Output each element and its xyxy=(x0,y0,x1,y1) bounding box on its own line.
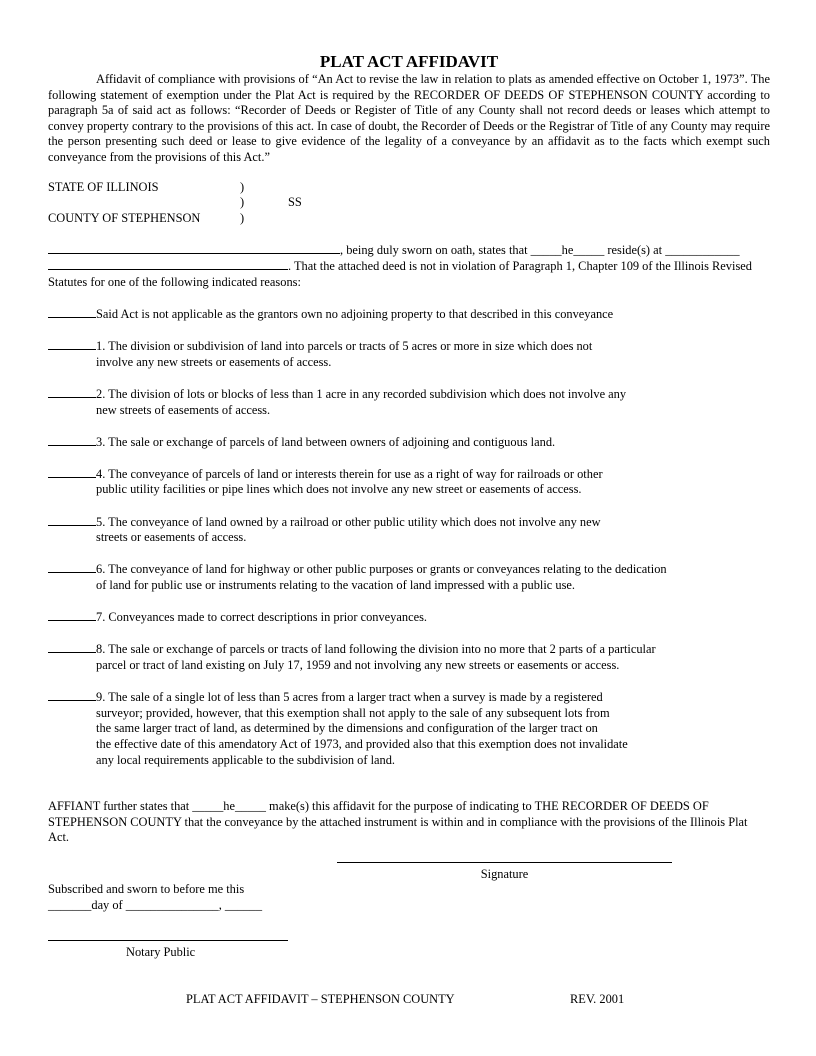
reason-first-line xyxy=(48,609,770,626)
reason-item xyxy=(48,306,770,323)
reason-text: 3. The sale or exchange of parcels of land between owners of adjoining and contiguous land. xyxy=(96,434,556,449)
intro-paragraph: Affidavit of compliance with provisions of “An Act to revise the law in relation to plats as amended effective on October 1, 1973”. The following statement of exemption under the Plat Act is required by the RECORDER OF DEEDS OF STEPHENSON COUNTY according to paragraph 5a of said act as follows: “Recorder of Deeds or Register of Title of any County shall not record deeds or leases which attempt to convey property contrary to the provisions of this act. In case of doubt, the Recorder of Deeds or the Registrar of Title of any County may require the person presenting such deed or lease to give evidence of the legality of a conveyance by an affidavit as to the facts which exempt such conveyance from the provisions of this Act.” xyxy=(48,72,770,164)
notary-label: Notary Public xyxy=(126,945,196,959)
reason-checkbox-blank[interactable] xyxy=(48,514,96,526)
subscribed-text: Subscribed and sworn to before me this xyxy=(48,882,245,896)
notary-line[interactable] xyxy=(48,940,288,941)
reason-text: 8. The sale or exchange of parcels or tracts of land following the division into no more that 2 parts of a particular xyxy=(96,642,656,657)
reason-checkbox-blank[interactable] xyxy=(48,434,96,446)
reason-first-line xyxy=(48,514,770,531)
reason-continuation: public utility facilities or pipe lines which does not involve any new street or easements of access. xyxy=(96,482,582,497)
affidavit-page xyxy=(48,52,770,858)
reason-continuation: parcel or tract of land existing on July 17, 1959 and not involving any new streets or easements or access. xyxy=(96,658,620,672)
reason-continuation: streets or easements of access. xyxy=(96,530,247,545)
reason-continuation: any local requirements applicable to the subdivision of land. xyxy=(96,752,396,767)
affiant-name-field[interactable] xyxy=(48,242,340,254)
venue-block xyxy=(48,180,770,226)
venue-county xyxy=(48,211,200,227)
reason-item xyxy=(48,386,770,418)
signature-label: Signature xyxy=(480,867,529,881)
reason-continuation: the effective date of this amendatory Act of 1973, and provided also that this exemption does not invalidate xyxy=(96,736,628,751)
reason-text: 7. Conveyances made to correct descriptions in prior conveyances. xyxy=(96,610,427,625)
reason-first-line xyxy=(48,434,770,451)
reason-checkbox-blank[interactable] xyxy=(48,561,96,573)
sworn-statement xyxy=(48,242,770,291)
venue-paren-2: ) xyxy=(240,195,245,210)
reason-item xyxy=(48,561,770,593)
reason-checkbox-blank[interactable] xyxy=(48,689,96,701)
footer-rev: REV. 2001 xyxy=(570,992,625,1006)
reason-first-line xyxy=(48,306,770,323)
venue-state xyxy=(48,180,159,196)
venue-ss: SS xyxy=(288,195,302,210)
subscribed-block xyxy=(48,882,262,913)
reason-item xyxy=(48,338,770,370)
reason-checkbox-blank[interactable] xyxy=(48,609,96,621)
reason-text: Said Act is not applicable as the grantors own no adjoining property to that described in this conveyance xyxy=(96,306,614,321)
reason-first-line xyxy=(48,338,770,355)
reason-checkbox-blank[interactable] xyxy=(48,386,96,398)
sworn-part2: . That the attached deed is not in violation of Paragraph 1, Chapter 109 of the Illinois Revised Statutes for one of the following indicated reasons: xyxy=(48,259,752,289)
reason-text: 1. The division or subdivision of land into parcels or tracts of 5 acres or more in size which does not xyxy=(96,339,593,354)
reason-first-line xyxy=(48,466,770,483)
reason-item xyxy=(48,514,770,546)
reason-item xyxy=(48,609,770,626)
reason-text: 9. The sale of a single lot of less than 5 acres from a larger tract when a survey is made by a registered xyxy=(96,690,603,705)
reason-continuation: of land for public use or instruments relating to the vacation of land impressed with a public use. xyxy=(96,578,575,593)
reason-continuation: the same larger tract of land, as determined by the dimensions and configuration of the larger tract on xyxy=(96,721,598,736)
reason-first-line xyxy=(48,561,770,578)
residence-field[interactable] xyxy=(48,258,288,270)
reasons-list xyxy=(48,306,770,768)
sworn-part1: , being duly sworn on oath, states that _____he_____ reside(s) at ____________ xyxy=(340,242,740,257)
reason-checkbox-blank[interactable] xyxy=(48,466,96,478)
reason-first-line xyxy=(48,641,770,658)
reason-item xyxy=(48,466,770,498)
reason-continuation: surveyor; provided, however, that this exemption shall not apply to the sale of any subsequent lots from xyxy=(96,705,610,720)
reason-item xyxy=(48,434,770,451)
affiant-statement: AFFIANT further states that _____he_____ make(s) this affidavit for the purpose of indicating to THE RECORDER OF DEEDS OF STEPHENSON COUNTY that the conveyance by the attached instrument is within and in compliance with the provisions of the Illinois Plat Act. xyxy=(48,799,748,845)
reason-text: 5. The conveyance of land owned by a railroad or other public utility which does not involve any new xyxy=(96,514,601,529)
day-line[interactable]: _______day of _______________, ______ xyxy=(48,897,263,912)
venue-paren-1: ) xyxy=(240,179,245,194)
reason-text: 4. The conveyance of parcels of land or interests therein for use as a right of way for railroads or other xyxy=(96,466,603,481)
reason-text: 2. The division of lots or blocks of less than 1 acre in any recorded subdivision which does not involve any xyxy=(96,386,627,401)
reason-checkbox-blank[interactable] xyxy=(48,306,96,318)
reason-continuation: new streets of easements of access. xyxy=(96,402,271,417)
reason-item xyxy=(48,641,770,673)
venue-paren-3: ) xyxy=(240,210,245,225)
page-title: PLAT ACT AFFIDAVIT xyxy=(319,52,499,71)
reason-first-line xyxy=(48,689,770,706)
venue-state-label: STATE OF ILLINOIS xyxy=(48,179,159,194)
reason-checkbox-blank[interactable] xyxy=(48,338,96,350)
footer-title: PLAT ACT AFFIDAVIT – STEPHENSON COUNTY xyxy=(186,992,455,1006)
venue-county-label: COUNTY OF STEPHENSON xyxy=(48,210,201,225)
reason-checkbox-blank[interactable] xyxy=(48,641,96,653)
signature-line[interactable] xyxy=(337,862,672,863)
reason-continuation: involve any new streets or easements of access. xyxy=(96,354,332,369)
reason-first-line xyxy=(48,386,770,403)
reason-item xyxy=(48,689,770,768)
reason-text: 6. The conveyance of land for highway or other public purposes or grants or conveyances relating to the dedication xyxy=(96,562,667,577)
